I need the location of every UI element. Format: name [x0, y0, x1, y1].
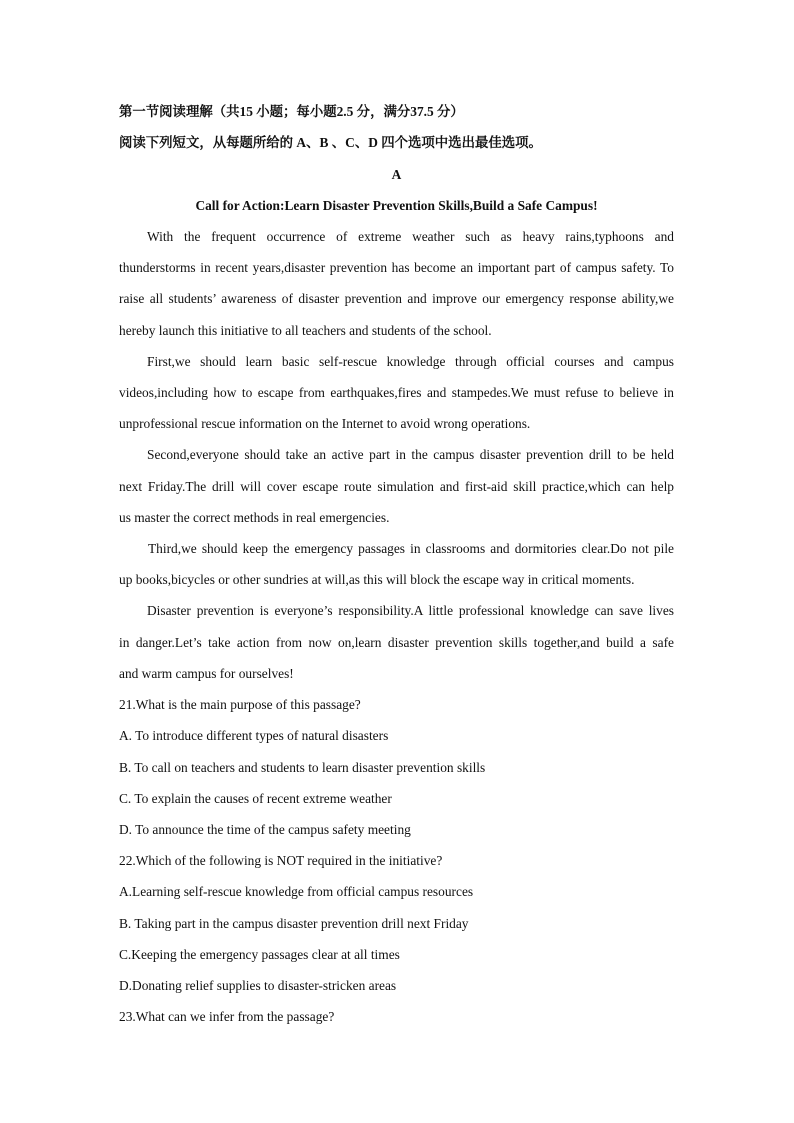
section-instruction: 阅读下列短文，从每题所给的 A、B 、C、D 四个选项中选出最佳选项。	[119, 135, 542, 150]
section-header: 第一节阅读理解（共15 小题；每小题2.5 分，满分37.5 分）	[119, 104, 464, 119]
passage-line: hereby launch this initiative to all teachers and students of the school.	[119, 323, 492, 338]
question-stem: 22.Which of the following is NOT required in the initiative?	[119, 853, 443, 868]
passage-line: up books,bicycles or other sundries at will,as this will block the escape way in critical moments.	[119, 572, 635, 587]
passage-line: With the frequent occurrence of extreme weather such as heavy rains,typhoons and	[147, 229, 674, 244]
passage-line: videos,including how to escape from earthquakes,fires and stampedes.We must refuse to believe in	[119, 385, 674, 400]
passage-line: Third,we should keep the emergency passages in classrooms and dormitories clear.Do not pile	[148, 541, 674, 556]
passage-line: unprofessional rescue information on the Internet to avoid wrong operations.	[119, 416, 531, 431]
passage-line: us master the correct methods in real emergencies.	[119, 510, 390, 525]
question-option: A. To introduce different types of natural disasters	[119, 728, 389, 743]
question-option: D.Donating relief supplies to disaster-stricken areas	[119, 978, 397, 993]
passage-line: Second,everyone should take an active part in the campus disaster prevention drill to be held	[147, 447, 674, 462]
question-stem: 23.What can we infer from the passage?	[119, 1009, 335, 1024]
passage-title: Call for Action:Learn Disaster Prevention Skills,Build a Safe Campus!	[195, 198, 598, 213]
passage-line: Disaster prevention is everyone’s responsibility.A little professional knowledge can save lives	[147, 603, 674, 618]
question-option: C. To explain the causes of recent extreme weather	[119, 791, 392, 806]
question-option: D. To announce the time of the campus safety meeting	[119, 822, 411, 837]
question-option: B. Taking part in the campus disaster prevention drill next Friday	[119, 916, 469, 931]
question-stem: 21.What is the main purpose of this passage?	[119, 697, 361, 712]
question-option: A.Learning self-rescue knowledge from official campus resources	[119, 884, 474, 899]
passage-line: in danger.Let’s take action from now on,learn disaster prevention skills together,and build a safe	[119, 635, 674, 650]
passage-line: and warm campus for ourselves!	[119, 666, 294, 681]
passage-line: thunderstorms in recent years,disaster prevention has become an important part of campus safety. To	[119, 260, 674, 275]
passage-line: First,we should learn basic self-rescue knowledge through official courses and campus	[147, 354, 674, 369]
question-option: B. To call on teachers and students to learn disaster prevention skills	[119, 760, 486, 775]
passage-line: raise all students’ awareness of disaster prevention and improve our emergency response ability,we	[119, 291, 674, 306]
passage-line: next Friday.The drill will cover escape route simulation and first-aid skill practice,which can help	[119, 479, 674, 494]
passage-label: A	[391, 167, 402, 182]
question-option: C.Keeping the emergency passages clear at all times	[119, 947, 400, 962]
